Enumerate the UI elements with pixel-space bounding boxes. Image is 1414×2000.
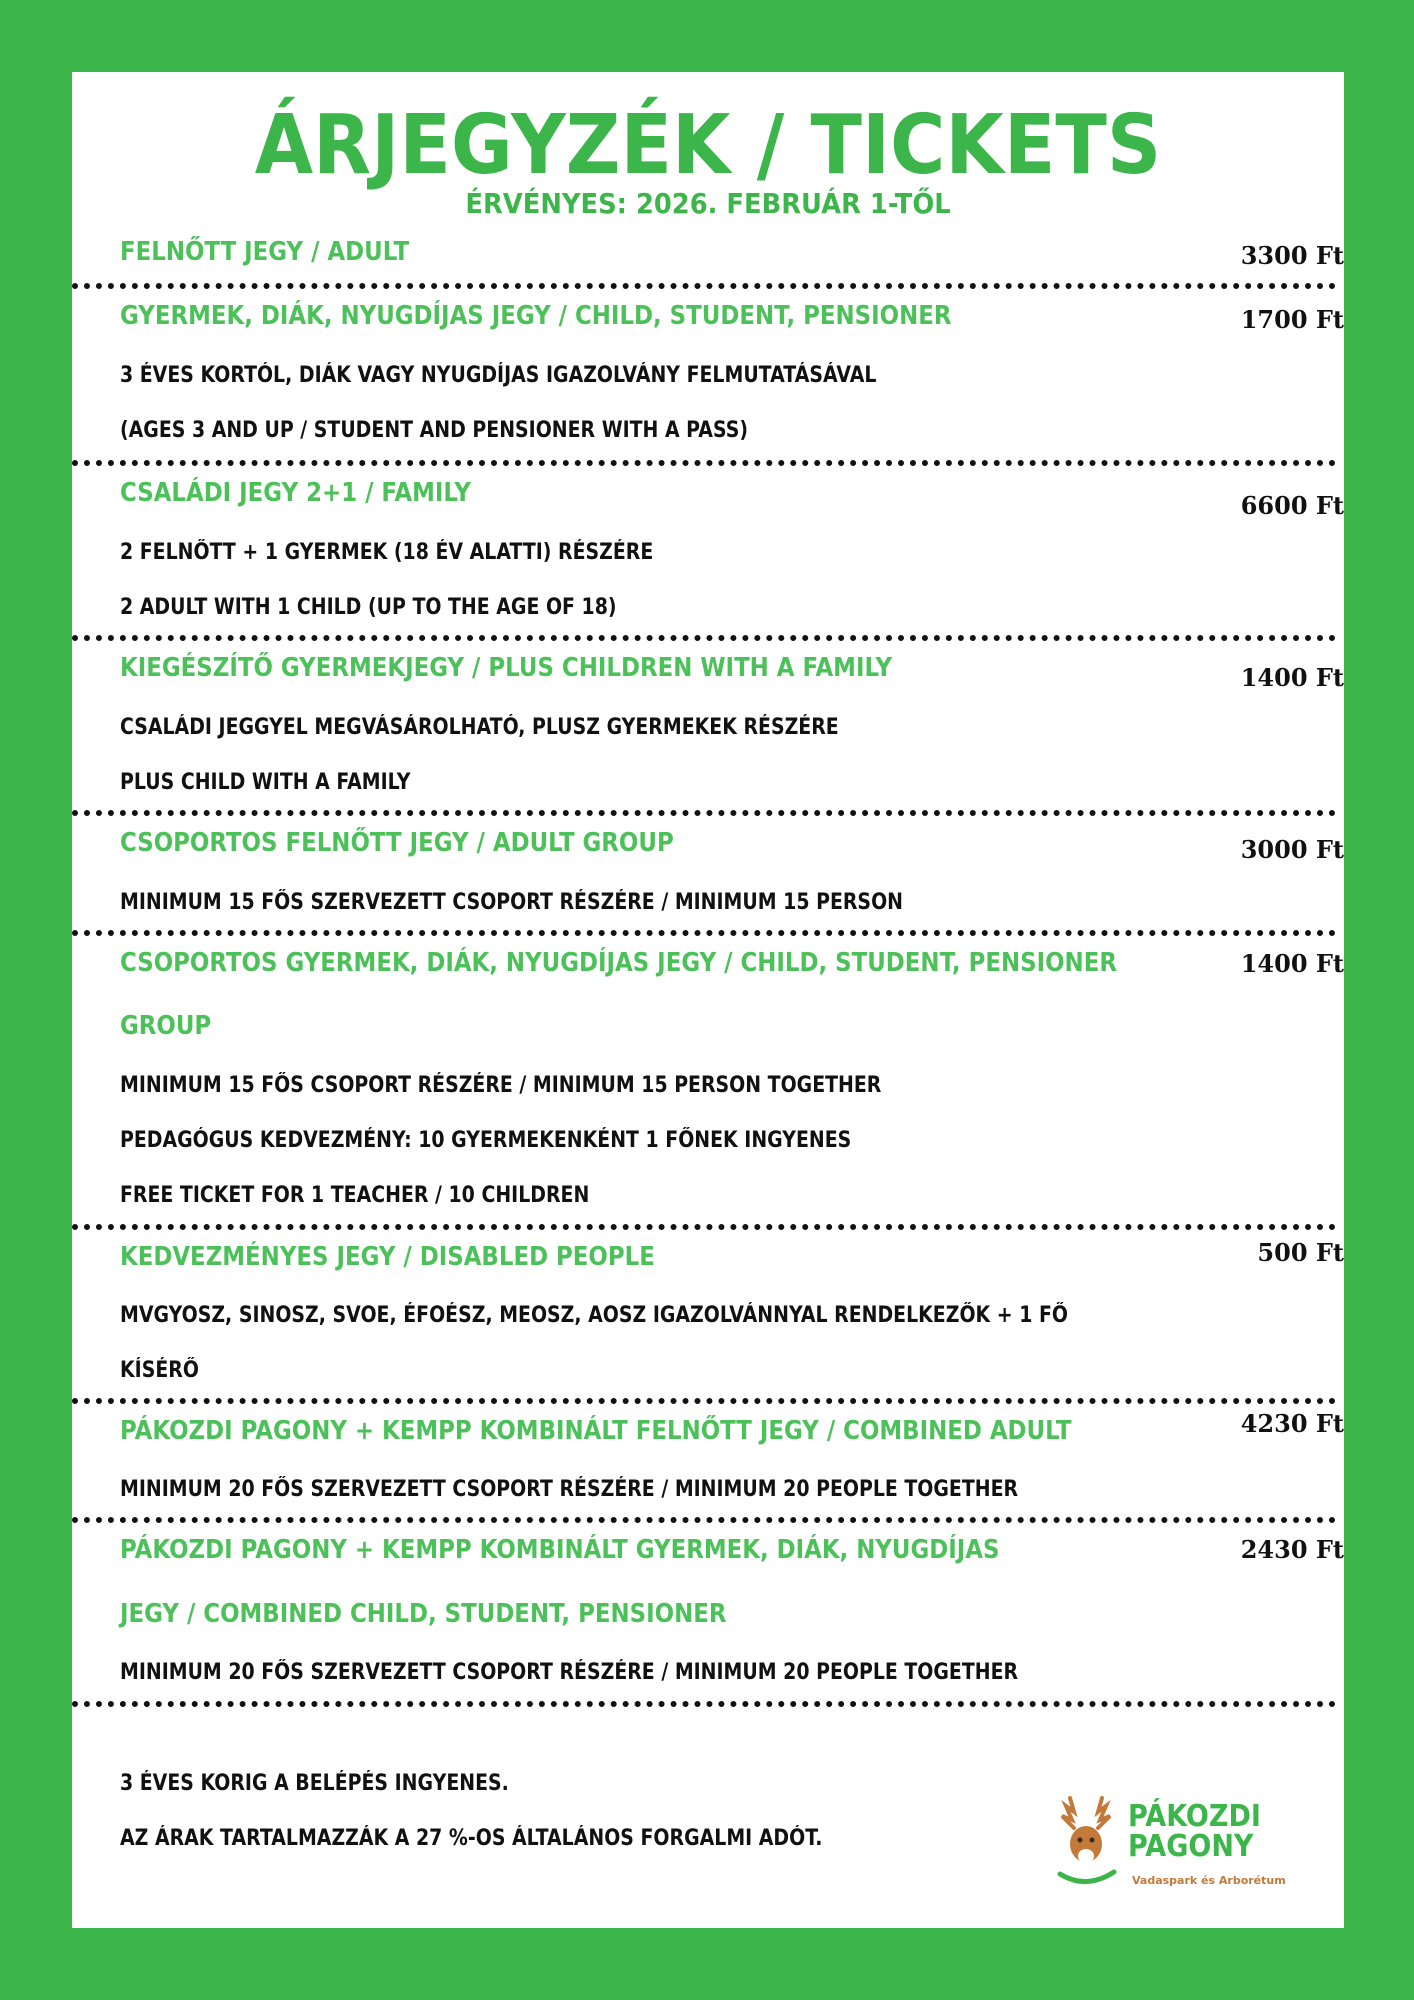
ticket-description: 3 ÉVES KORTÓL, DIÁK VAGY NYUGDÍJAS IGAZOLVÁNY FELMUTATÁSÁVAL — [120, 363, 877, 388]
logo-line-1: PÁKOZDI — [1128, 1799, 1261, 1834]
price-list-sheet — [72, 72, 1344, 1928]
dotted-divider — [72, 1398, 1336, 1404]
ticket-price: 3300 Ft — [1240, 241, 1344, 270]
ticket-price: 6600 Ft — [1240, 491, 1344, 520]
dotted-divider — [72, 1224, 1336, 1230]
ticket-description: CSALÁDI JEGGYEL MEGVÁSÁROLHATÓ, PLUSZ GYERMEKEK RÉSZÉRE — [120, 715, 839, 740]
ticket-price: 1700 Ft — [1240, 305, 1344, 334]
ticket-description: MINIMUM 20 FŐS SZERVEZETT CSOPORT RÉSZÉRE / MINIMUM 20 PEOPLE TOGETHER — [120, 1477, 1019, 1502]
ticket-price: 1400 Ft — [1240, 663, 1344, 692]
ticket-name: KEDVEZMÉNYES JEGY / DISABLED PEOPLE — [120, 1242, 655, 1272]
page-title: ÁRJEGYZÉK / TICKETS — [254, 98, 1162, 193]
ticket-price: 2430 Ft — [1240, 1535, 1344, 1564]
dotted-divider — [72, 1701, 1336, 1707]
ticket-name: PÁKOZDI PAGONY + KEMPP KOMBINÁLT FELNŐTT JEGY / COMBINED ADULT — [120, 1416, 1072, 1446]
deer-logo-icon — [1052, 1794, 1128, 1890]
ticket-price: 500 Ft — [1257, 1238, 1344, 1267]
logo-tagline: Vadaspark és Arborétum — [1132, 1874, 1286, 1887]
dotted-divider — [72, 1517, 1336, 1523]
ticket-name: CSALÁDI JEGY 2+1 / FAMILY — [120, 478, 471, 508]
validity-subtitle: ÉRVÉNYES: 2026. FEBRUÁR 1-TŐL — [465, 187, 951, 220]
dotted-divider — [72, 283, 1336, 289]
ticket-name: CSOPORTOS GYERMEK, DIÁK, NYUGDÍJAS JEGY / CHILD, STUDENT, PENSIONER — [120, 948, 1117, 978]
ticket-description: PLUS CHILD WITH A FAMILY — [120, 770, 411, 795]
ticket-description: MVGYOSZ, SINOSZ, SVOE, ÉFOÉSZ, MEOSZ, AOSZ IGAZOLVÁNNYAL RENDELKEZŐK + 1 FŐ — [120, 1303, 1068, 1328]
logo-line-2: PAGONY — [1128, 1829, 1254, 1864]
ticket-description: 2 ADULT WITH 1 CHILD (UP TO THE AGE OF 18) — [120, 595, 617, 620]
ticket-name-continued: JEGY / COMBINED CHILD, STUDENT, PENSIONER — [120, 1599, 727, 1629]
ticket-name: KIEGÉSZÍTŐ GYERMEKJEGY / PLUS CHILDREN WITH A FAMILY — [120, 653, 893, 683]
ticket-description: MINIMUM 20 FŐS SZERVEZETT CSOPORT RÉSZÉRE / MINIMUM 20 PEOPLE TOGETHER — [120, 1660, 1019, 1685]
ticket-name: PÁKOZDI PAGONY + KEMPP KOMBINÁLT GYERMEK, DIÁK, NYUGDÍJAS — [120, 1535, 1000, 1565]
ticket-description: MINIMUM 15 FŐS CSOPORT RÉSZÉRE / MINIMUM 15 PERSON TOGETHER — [120, 1073, 882, 1098]
ticket-description: (AGES 3 AND UP / STUDENT AND PENSIONER WITH A PASS) — [120, 418, 749, 443]
ticket-price: 1400 Ft — [1240, 949, 1344, 978]
ticket-price: 3000 Ft — [1240, 835, 1344, 864]
ticket-description: FREE TICKET FOR 1 TEACHER / 10 CHILDREN — [120, 1183, 590, 1208]
ticket-price: 4230 Ft — [1240, 1409, 1344, 1438]
ticket-description: KÍSÉRŐ — [120, 1358, 199, 1383]
dotted-divider — [72, 460, 1336, 466]
footer-note: AZ ÁRAK TARTALMAZZÁK A 27 %-OS ÁLTALÁNOS FORGALMI ADÓT. — [120, 1826, 823, 1851]
ticket-name: GYERMEK, DIÁK, NYUGDÍJAS JEGY / CHILD, STUDENT, PENSIONER — [120, 301, 952, 331]
ticket-description: 2 FELNŐTT + 1 GYERMEK (18 ÉV ALATTI) RÉSZÉRE — [120, 540, 654, 565]
pakozdi-pagony-logo — [1052, 1794, 1312, 1904]
ticket-name-continued: GROUP — [120, 1011, 212, 1041]
dotted-divider — [72, 635, 1336, 641]
dotted-divider — [72, 810, 1336, 816]
logo-wordmark — [1128, 1799, 1261, 1864]
ticket-description: PEDAGÓGUS KEDVEZMÉNY: 10 GYERMEKENKÉNT 1 FŐNEK INGYENES — [120, 1128, 852, 1153]
dotted-divider — [72, 930, 1336, 936]
footer-note: 3 ÉVES KORIG A BELÉPÉS INGYENES. — [120, 1771, 509, 1796]
ticket-name: CSOPORTOS FELNŐTT JEGY / ADULT GROUP — [120, 828, 674, 858]
ticket-name: FELNŐTT JEGY / ADULT — [120, 237, 410, 267]
ticket-description: MINIMUM 15 FŐS SZERVEZETT CSOPORT RÉSZÉRE / MINIMUM 15 PERSON — [120, 890, 903, 915]
